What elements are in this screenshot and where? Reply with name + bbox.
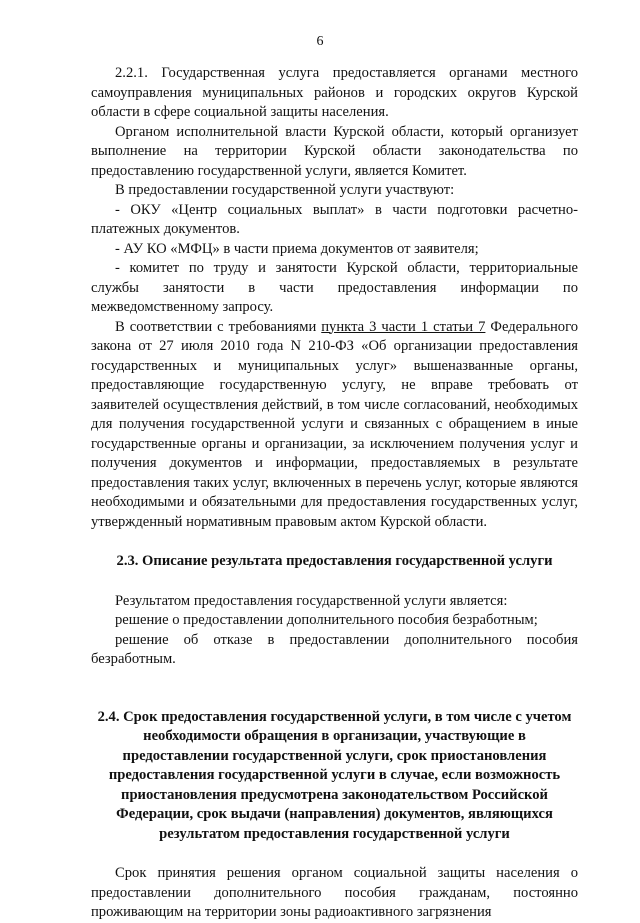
paragraph-2-2-1: 2.2.1. Государственная услуга предоставляется органами местного самоуправления муниципальных районов и городских округов Курской области в сфере социальной защиты населения.: [91, 65, 578, 120]
document-body: [91, 64, 578, 923]
heading-2-3: 2.3. Описание результата предоставления государственной услуги: [116, 553, 553, 569]
participant-item: - комитет по труду и занятости Курской области, территориальные службы занятости в части предоставления информации по межведомственному запросу.: [91, 260, 578, 315]
law-text-after: Федерального закона от 27 июля 2010 года N 210-ФЗ «Об организации предоставления государственных и муниципальных услуг» вышеназванные органы, предоставляющие государственную услугу, не вправе требовать от заявителей осуществления действий, в том числе согласований, необходимых для получения государственной услуги и связанных с обращением в иные государственные органы и организации, за исключением получения услуг и получения документов и информации, предоставляемых в результате предоставления таких услуг, включенных в перечень услуг, которые являются необходимыми и обязательными для предоставления государственных услуг, утвержденный нормативным правовым актом Курской области.: [91, 318, 578, 530]
paragraph-2-4-text: Срок принятия решения органом социальной защиты населения о предоставлении дополнительного пособия гражданам, постоянно проживающим на территории зоны радиоактивного загрязнения: [91, 865, 578, 920]
participant-item: - ОКУ «Центр социальных выплат» в части подготовки расчетно-платежных документов.: [91, 201, 578, 237]
result-item: решение о предоставлении дополнительного пособия безработным;: [115, 612, 538, 628]
law-reference-link[interactable]: пункта 3 части 1 статьи 7: [321, 318, 486, 335]
paragraph-organ: Органом исполнительной власти Курской области, который организует выполнение на территории Курской области законодательства по предоставлению государственной услуги, является Комитет.: [91, 123, 578, 179]
participant-item: - АУ КО «МФЦ» в части приема документов от заявителя;: [115, 240, 479, 257]
heading-2-4: 2.4. Срок предоставления государственной услуги, в том числе с учетом необходимости обращения в организации, участвующие в предоставлении государственной услуги, срок приостановления предоставления государственной услуги в случае, если возможность приостановления предусмотрена законодательством Российской Федерации, срок выдачи (направления) документов, являющихся результатом предоставления государственной услуги: [97, 708, 572, 842]
paragraph-participants-intro: В предоставлении государственной услуги участвуют:: [115, 182, 455, 198]
paragraph-results-intro: Результатом предоставления государственной услуги является:: [115, 592, 508, 609]
paragraph-law: [91, 318, 578, 533]
result-item: решение об отказе в предоставлении дополнительного пособия безработным.: [91, 631, 578, 667]
law-text-before: В соответствии с требованиями: [115, 318, 322, 335]
page-number: 6: [316, 34, 324, 49]
